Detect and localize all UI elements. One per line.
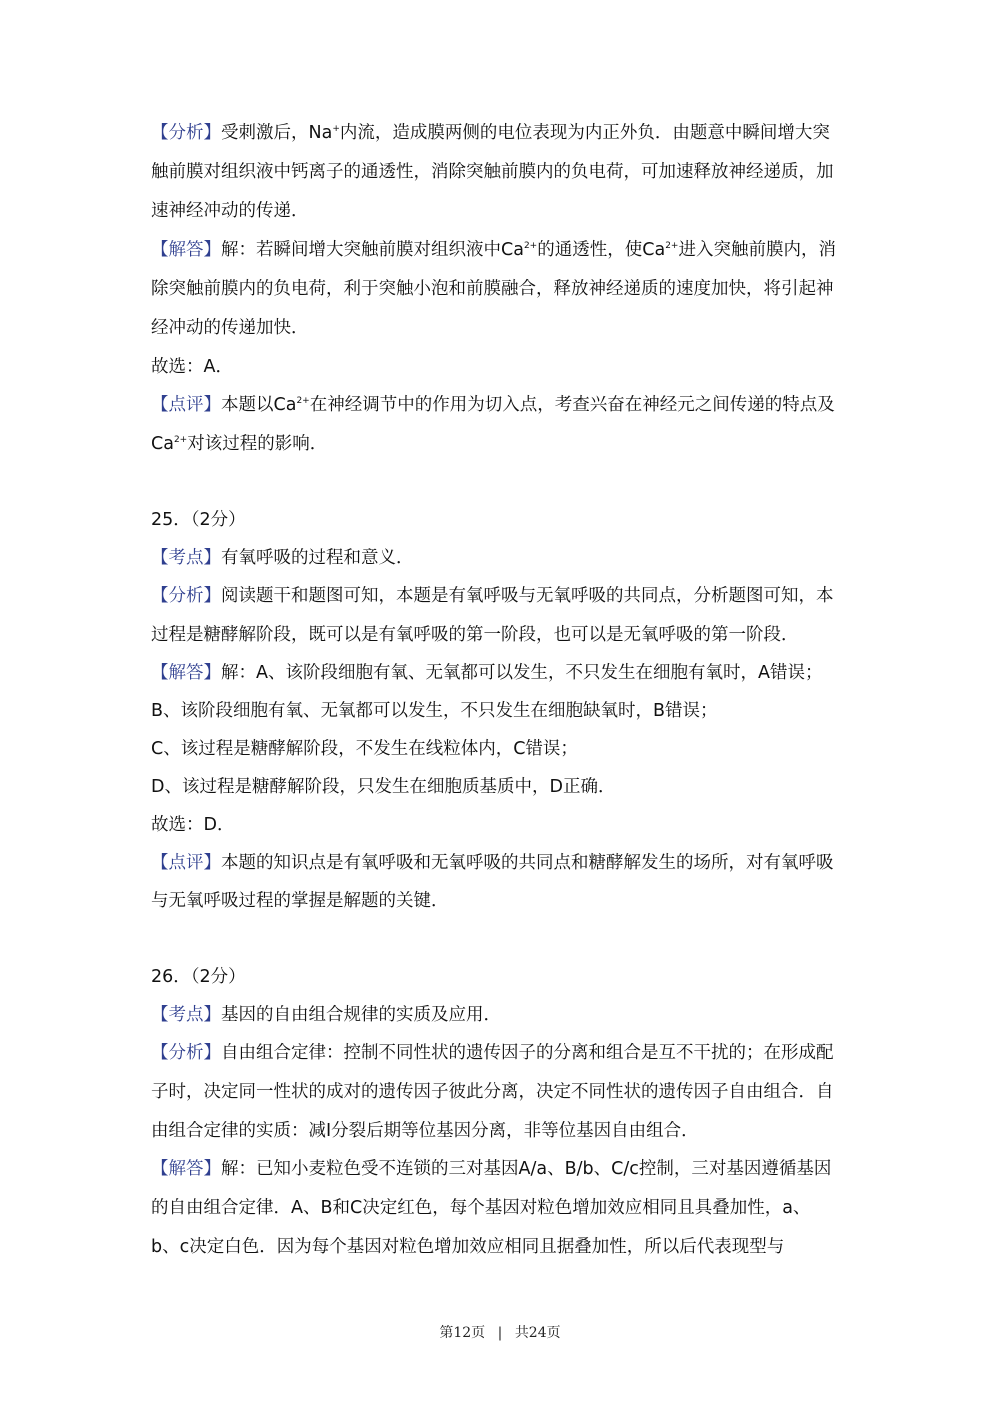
q25-analysis-line-1: 【分析】阅读题干和题图可知，本题是有氧呼吸与无氧呼吸的共同点，分析题图可知，本 [151,586,834,606]
q24-choice: 故选：A． [151,357,233,377]
answer-tag: 【解答】 [151,663,221,683]
q26-answer-line-1: 【解答】解：已知小麦粒色受不连锁的三对基因A/a、B/b、C/c控制，三对基因遵循基因 [151,1159,832,1179]
q25-header: 25．（2分） [151,510,246,530]
total-pages: 共24页 [514,1325,561,1341]
analysis-tag: 【分析】 [151,1043,221,1063]
kaodian-tag: 【考点】 [151,1005,221,1025]
analysis-tag: 【分析】 [151,123,221,143]
q26-header: 26．（2分） [151,967,246,987]
q24-comment-line-1: 【点评】本题以$Ca^{2+}$在神经调节中的作用为切入点，考查兴奋在神经元之间传递的特点及 [151,395,835,415]
q24-analysis-line-2: 触前膜对组织液中钙离子的通透性，消除突触前膜内的负电荷，可加速释放神经递质，加 [151,162,834,182]
footer-separator: | [497,1325,503,1341]
comment-tag: 【点评】 [151,853,221,873]
q26-answer-line-3: b、c决定白色．因为每个基因对粒色增加效应相同且据叠加性，所以后代表现型与 [151,1237,785,1257]
q25-comment-line-2: 与无氧呼吸过程的掌握是解题的关键． [151,891,449,911]
q25-kaodian: 【考点】有氧呼吸的过程和意义． [151,548,414,568]
analysis-tag: 【分析】 [151,586,221,606]
comment-tag: 【点评】 [151,395,221,415]
q26-kaodian: 【考点】基因的自由组合规律的实质及应用． [151,1005,501,1025]
q26-analysis-line-2: 子时，决定同一性状的成对的遗传因子彼此分离，决定不同性状的遗传因子自由组合．自 [151,1082,834,1102]
q26-analysis-line-3: 由组合定律的实质：减Ⅰ分裂后期等位基因分离，非等位基因自由组合． [151,1121,699,1141]
q25-answer-line-1: 【解答】解：A、该阶段细胞有氧、无氧都可以发生，不只发生在细胞有氧时，A错误； [151,663,823,683]
answer-tag: 【解答】 [151,1159,221,1179]
q25-analysis-line-2: 过程是糖酵解阶段，既可以是有氧呼吸的第一阶段，也可以是无氧呼吸的第一阶段． [151,625,799,645]
q24-answer-line-3: 经冲动的传递加快． [151,318,309,338]
answer-tag: 【解答】 [151,240,221,260]
q25-answer-line-4: D、该过程是糖酵解阶段，只发生在细胞质基质中，D正确． [151,777,616,797]
q24-comment-line-2: $Ca^{2+}$对该过程的影响． [151,434,328,454]
q24-answer-line-2: 除突触前膜内的负电荷，利于突触小泡和前膜融合，释放神经递质的速度加快，将引起神 [151,279,834,299]
q24-analysis-line-3: 速神经冲动的传递． [151,201,309,221]
page-footer [0,1322,1000,1342]
kaodian-tag: 【考点】 [151,548,221,568]
q25-answer-line-2: B、该阶段细胞有氧、无氧都可以发生，不只发生在细胞缺氧时，B错误； [151,701,718,721]
q24-analysis-line-1: 【分析】受刺激后，Na+内流，造成膜两侧的电位表现为内正外负．由题意中瞬间增大突 [151,123,830,143]
page-number: 第12页 [439,1325,486,1341]
q25-answer-line-3: C、该过程是糖酵解阶段，不发生在线粒体内，C错误； [151,739,578,759]
q25-comment-line-1: 【点评】本题的知识点是有氧呼吸和无氧呼吸的共同点和糖酵解发生的场所，对有氧呼吸 [151,853,834,873]
q25-choice: 故选：D． [151,815,235,835]
q24-answer-line-1: 【解答】解：若瞬间增大突触前膜对组织液中$Ca^{2+}$的通透性，使$Ca^{2+}$进入突触前膜内，消 [151,240,836,260]
q26-analysis-line-1: 【分析】自由组合定律：控制不同性状的遗传因子的分离和组合是互不干扰的；在形成配 [151,1043,834,1063]
q26-answer-line-2: 的自由组合定律．A、B和C决定红色，每个基因对粒色增加效应相同且具叠加性，a、 [151,1198,811,1218]
